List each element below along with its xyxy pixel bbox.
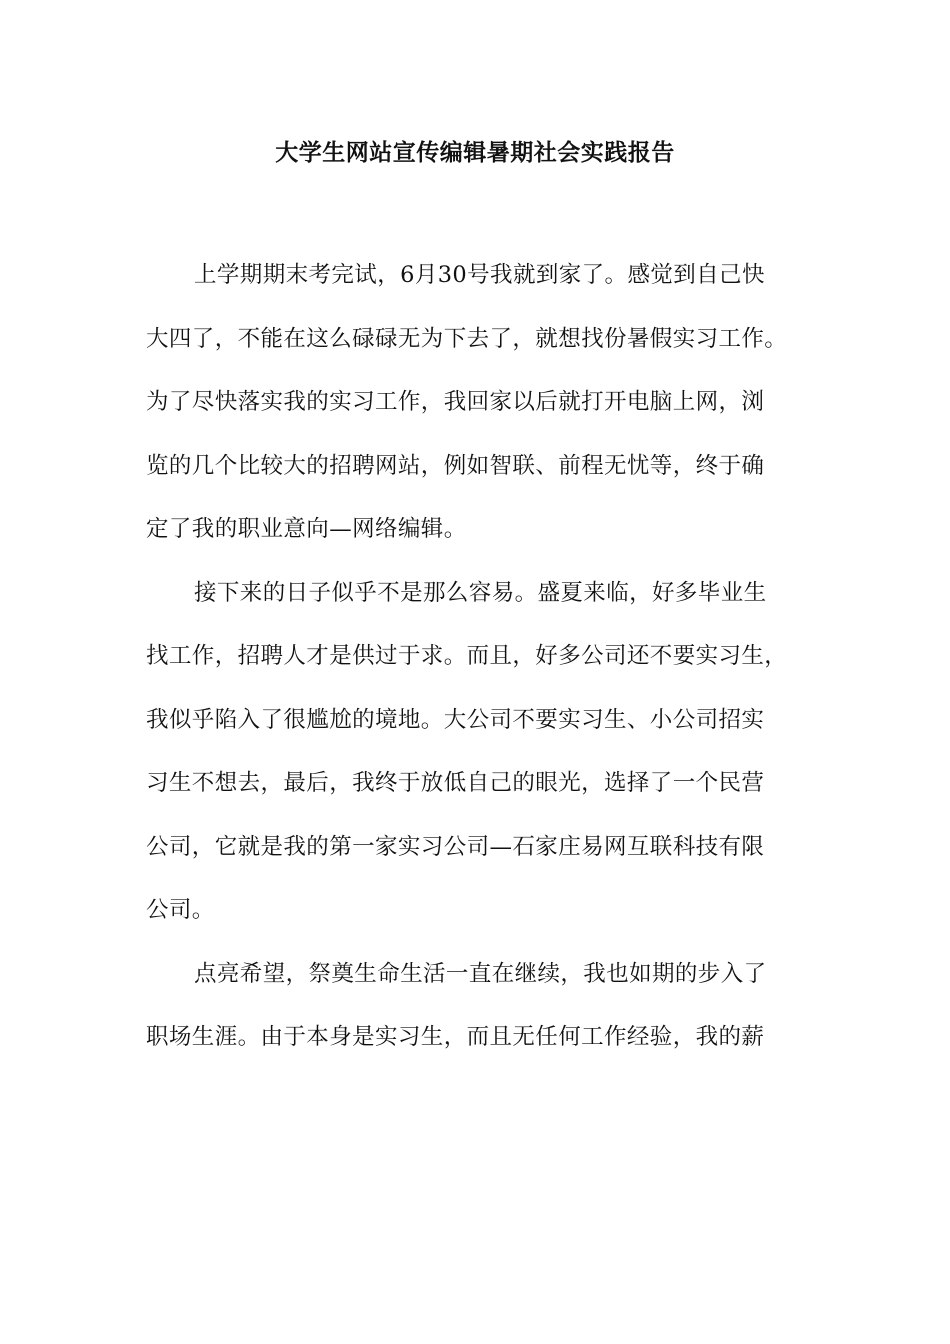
paragraph-2-line-2: 找工作，招聘人才是供过于求。而且，好多公司还不要实习生， — [146, 643, 788, 669]
paragraph-1-line-3: 为了尽快落实我的实习工作，我回家以后就打开电脑上网，浏 — [146, 389, 765, 415]
paragraph-1-line-5: 定了我的职业意向—网络编辑。 — [146, 516, 467, 542]
paragraph-2-line-4: 习生不想去，最后，我终于放低自己的眼光，选择了一个民营 — [146, 770, 765, 796]
paragraph-2-line-3: 我似乎陷入了很尴尬的境地。大公司不要实习生、小公司招实 — [146, 706, 765, 733]
paragraph-2-line-1: 接下来的日子似乎不是那么容易。盛夏来临，好多毕业生 — [194, 579, 767, 606]
paragraph-1-line-1: 上学期期末考完试，6月30号我就到家了。感觉到自己快 — [194, 262, 765, 288]
paragraph-1-line-2: 大四了，不能在这么碌碌无为下去了，就想找份暑假实习工作。 — [146, 325, 788, 352]
paragraph-2-line-5: 公司，它就是我的第一家实习公司—石家庄易网互联科技有限 — [146, 833, 765, 860]
paragraph-3-line-1: 点亮希望，祭奠生命生活一直在继续，我也如期的步入了 — [194, 960, 767, 987]
paragraph-3-line-2: 职场生涯。由于本身是实习生，而且无任何工作经验，我的薪 — [146, 1024, 765, 1050]
paragraph-2-line-6: 公司。 — [146, 897, 215, 923]
paragraph-1-line-4: 览的几个比较大的招聘网站，例如智联、前程无忧等，终于确 — [146, 452, 765, 479]
document-body — [146, 255, 810, 1081]
document-title: 大学生网站宣传编辑暑期社会实践报告 — [275, 139, 675, 166]
